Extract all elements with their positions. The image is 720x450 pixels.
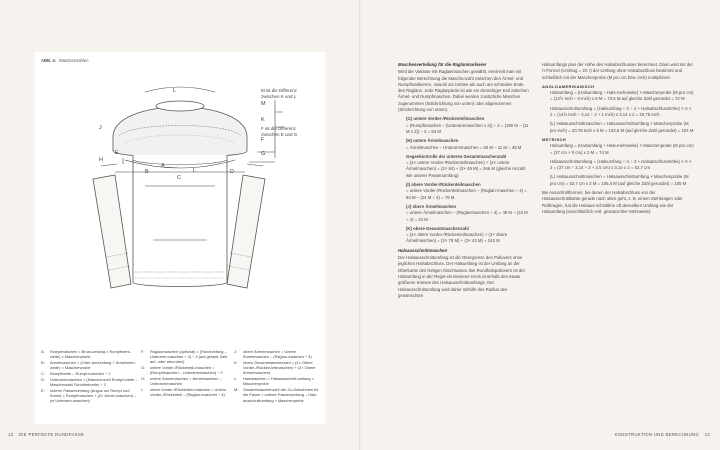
paragraph-neck-continued: Halsumfangs plus der Höhe des Halsabschlusses berechnet. Dann wird mit der π-Formel (Umfang = 2π r) der Umfang ohne Halsabschluss bestimmt und schließlich mit der Maschenprobe (M pro cm bzw. inch) multipliziert.	[542, 62, 693, 80]
formula-g: (G) untere Vorder-/Rückenteilmaschen = (Rumpfmaschen – (Unterarmmaschen x 2)) ÷ 2 = (190 M – (11 M x 2)) ÷ 2 = 84 M	[406, 116, 529, 134]
label-M: M	[261, 101, 266, 107]
legend-item: D: Unterarmmaschen = (Maschenzahl Rumpf-breite – Maschenzahl Schulterbreite) ÷ 2	[41, 376, 138, 387]
formula-us-1: Halsumfang = (Halsumfang ÷ Hals-mehrweite) × Maschenprobe (M pro cm) = (14½ Inch – 0 Inch) x 5 M = 72,5 M auf gleiche Zahl gerundet = 72 M	[550, 90, 694, 102]
formula-check: Gegenkontrolle der unteren Gesamtmaschenzahl = (2× untere Vorder-/Rückenteilmaschen) + (2× untere Ärmelmaschen) = (2× 84) + (2× 49 M) = 266 M (gleiche Anzahl wie unterer Passenumfang)	[406, 153, 526, 178]
neckline	[156, 101, 204, 111]
left-running-title: DIE PERFEKTE RUNDPASSE	[18, 432, 85, 437]
label-D: D	[230, 169, 234, 175]
formula-us-3: (L) Halsausschnittmaschen = Halsausschnittumfang × Maschenprobe (M pro Inch) = 20,78 Inch x 5 M = 103,9 M (auf gleiche Zahl gerundet) = 104 M	[550, 121, 694, 133]
yoke-outline	[113, 107, 247, 157]
section-heading-raglan: Maschenverteilung für die Raglanmarkierer	[398, 62, 487, 67]
legend-item: G: untere Vorder-/Rückenteil-maschen = (Rumpfmaschen – Unterarmmaschen) ÷ 2	[141, 365, 223, 376]
label-H: H	[99, 157, 103, 163]
figure-panel	[35, 52, 325, 424]
label-G: G	[261, 151, 266, 157]
left-page-number: 12	[8, 432, 14, 437]
label-B: B	[145, 169, 149, 175]
right-footer	[615, 432, 710, 437]
left-footer	[8, 432, 84, 437]
right-page-number: 13	[704, 432, 710, 437]
legend-item: J: obere Ärmelmaschen = Untere Ärmelmaschen – (Raglan-maschen ÷ 4)	[234, 349, 312, 360]
right-sleeve	[227, 175, 265, 288]
legend-item: C: Rumpfbreite – Rumpf-maschen ÷ 2	[41, 371, 111, 376]
formula-k: (K) obere Gesamtmaschenzahl = (2× obere Vorder-/Rückenteilmaschen) + (2× obere Ärmelmaschen) = (2× 78 M) + (2× 43 M) = 242 M	[406, 225, 508, 244]
legend-item: K: obere Gesamtmaschenzahl = (2× Obere Vorder-/Rücken-teilmaschen) + (2× Obere Ärmelmaschen)	[234, 360, 316, 376]
label-A: A	[161, 163, 165, 169]
figure-number: ABB. 4:	[41, 58, 57, 63]
right-running-title: KONSTRUKTION UND BERECHNUNG	[614, 432, 700, 437]
legend-col-3	[234, 349, 322, 403]
legend-col-2	[141, 349, 233, 398]
paragraph-neck: Der Halsausschnittumfang ist die Obergrenze des Pullovers ohne jeglichen Halsabschluss. Der Halsumfang ist der Umfang an der Oberkante des fertigen Abschlusses. Bei Rundhalspullovern ist der Halsumfang in der Regel ein kleinerer Kreis innerhalb des etwas größeren Kreises des Halsausschnittumfangs. Der Halsausschnittumfang wird daher mithilfe des Radius des gewünschten	[398, 255, 526, 298]
legend-item: M: Gesamtmaschenzahl der Zu-/Abnahmen für die Passe = unterer Passenumfang – Hals-ausschnittumfang × Maschenprobe	[234, 387, 319, 403]
legend-item: I: obere Vorder-/Rückenteil-maschen = Untere Vorder-/Rückenteil – (Raglan-maschen ÷ 4)	[141, 387, 227, 398]
formula-metric-3: (L) Halsausschnittmaschen = Halsausschnittumfang × Maschenprobe (M pro cm) = 52,7 cm x 2 M = 105,4 M (auf gleiche Zahl gerundet) = 105 M	[550, 174, 689, 186]
formula-i: (I) obere Vorder-/Rückenteilmaschen = untere Vorder-/Rückenteilmaschen – (Raglan-maschen ÷ 4) = 84 M – (24 M ÷ 4) = 78 M	[406, 182, 527, 200]
heading-metric: METRISCH	[542, 136, 567, 142]
note-m-difference: M ist die Differenz zwischen K und L	[261, 88, 297, 99]
text-column-a	[398, 62, 531, 302]
label-L-top: L	[173, 88, 177, 94]
figure-title: Maschenzahlen	[59, 58, 89, 63]
text-column-b	[542, 62, 694, 218]
legend-item: F: Raglanmaschen (optional) = (Rundumfang – Unterarm-maschen + 2) ÷ 4 (auf gerade Zahl auf- oder abrunden)	[141, 349, 228, 365]
formula-metric-2: Halsausschnittumfang = (Halsumfang ÷ π ÷ 2 + Halsabschlusshöhe) × π × 2 = (37 cm ÷ 3,14 ÷ 2 + 2,5 cm) x 3,14 x 2 = 52,7 cm	[550, 158, 692, 171]
heading-imperial: ANGLOAMERIKANISCH	[542, 83, 595, 89]
formula-j: (J) obere Ärmelmaschen = untere Ärmelmaschen – (Raglanmaschen ÷ 4) = 49 M – (24 M ÷ 4) = 43 M	[406, 203, 528, 222]
label-F: F	[261, 137, 265, 143]
legend-item: A: Rumpfmaschen = Brust-umfang × Rumpfmehr-weite) × Maschenprobe	[41, 349, 132, 360]
legend-item: E: unterer Passenumfang (Angus um Rumpf und Ärmel) = Rumpfmaschen + (2× Ärmel-maschen) – (ei Unterarm-maschen)	[41, 387, 137, 404]
label-L-bottom: L	[193, 168, 197, 174]
label-J: J	[99, 125, 102, 131]
formula-metric-1: Halsumfang = (Halsumfang + Hals-mehrweite) × Maschenprobe (M pro cm) = (37 cm + 0 cm) x 2 M = 74 M	[550, 143, 694, 155]
legend-item: L: Halsmaschen = Halsausschnitt-umfang × Maschenprobe	[234, 376, 314, 387]
legend-item: B: Ärmelmaschen = (Ober-armumfang + Ärmelmehr-weite) × Maschenprobe	[41, 360, 137, 371]
formula-us-2: Halsausschnittumfang = (Halsumfang ÷ π ÷ 2 + Halsabschlusshöhe) × π × 2 = (14½ Inch ÷ 3,14 ÷ 2 + 1 Inch) x 3,14 x 2 = 20,78 Inch	[550, 105, 692, 118]
left-sleeve	[93, 175, 131, 288]
label-C: C	[177, 175, 181, 181]
section-heading-neck: Halsausschnittmaschen	[398, 247, 448, 253]
legend-col-1	[41, 349, 141, 404]
legend-item: H: untere Ärmelmaschen = Ärmelmaschen – Unterarmmaschen	[141, 376, 222, 387]
paragraph-raglan-intro: Wird die Variante mit Raglanmaschen gewählt, ermit-telt man mit folgender Berechnung die Maschenzahl zwischen den Ärmel- und Rumpfmarkierern, sowohl am breiten als auch am schmalen Ende des Raglans. Jede Raglanpartie ist wie ein dreieckiger Keil zwischen Ärmel- und Rumpfmaschen. Dabei werden zusätzliche Maschen zugenommen (Strickrichtung von unten) oder abgenommen (Strickrichtung von unten).	[398, 69, 529, 113]
label-E: E	[115, 150, 119, 156]
note-f-difference: F ist die Differenz zwischen E und G	[261, 126, 298, 137]
label-K: K	[261, 117, 265, 123]
right-page	[361, 0, 720, 450]
formula-h: (H) untere Ärmelmaschen = Ärmelmaschen – Unterarmmaschen = 60 M – 11 M = 49 M	[406, 138, 522, 150]
paragraph-collar: Bei Ausschnittformen, bei denen der Halsabschluss von der Halsausschnittkante gerade nach oben geht, z. B. einem Stehkragen oder Rollkragen, hat die Halsaus-schnittline oft denselben Umfang wie der Halsumfang (einschließlich evtl. gewünschter Mehrweite).	[542, 190, 683, 214]
